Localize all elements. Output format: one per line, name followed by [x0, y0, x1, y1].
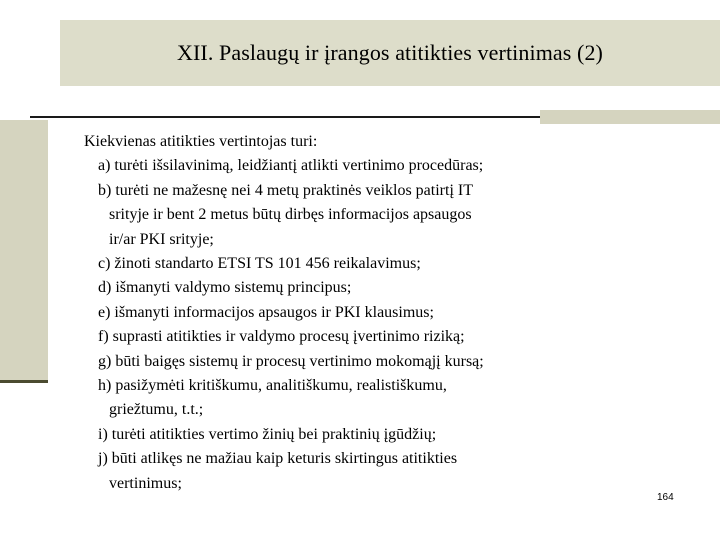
list-item: f) suprasti atitikties ir valdymo procesų įvertinimo riziką;	[98, 328, 465, 346]
page-number: 164	[657, 492, 674, 503]
list-item: j) būti atlikęs ne mažiau kaip keturis skirtingus atitikties	[98, 450, 458, 468]
requirements-list	[84, 154, 644, 496]
list-item-continuation: griežtumu, t.t.;	[109, 401, 204, 419]
left-accent-rule	[0, 380, 48, 383]
left-accent-block	[0, 120, 48, 382]
list-item-continuation: ir/ar PKI srityje;	[109, 230, 214, 248]
list-item: h) pasižymėti kritiškumu, analitiškumu, realistiškumu,	[98, 377, 447, 395]
slide-body	[84, 130, 644, 496]
list-item-continuation: srityje ir bent 2 metus būtų dirbęs informacijos apsaugos	[109, 206, 472, 224]
list-item: c) žinoti standarto ETSI TS 101 456 reikalavimus;	[98, 255, 421, 273]
slide-title: XII. Paslaugų ir įrangos atitikties vertinimas (2)	[177, 40, 603, 65]
list-item: d) išmanyti valdymo sistemų principus;	[98, 279, 352, 297]
list-item: b) turėti ne mažesnę nei 4 metų praktinės veiklos patirtį IT	[98, 181, 473, 199]
list-item: a) turėti išsilavinimą, leidžiantį atlikti vertinimo procedūras;	[98, 157, 484, 175]
list-item-continuation: vertinimus;	[109, 474, 182, 492]
body-intro: Kiekvienas atitikties vertintojas turi:	[84, 133, 318, 150]
list-item: g) būti baigęs sistemų ir procesų vertinimo mokomąjį kursą;	[98, 352, 484, 370]
rule-accent-block	[540, 110, 720, 124]
list-item: e) išmanyti informacijos apsaugos ir PKI klausimus;	[98, 303, 434, 321]
list-item: i) turėti atitikties vertimo žinių bei praktinių įgūdžių;	[98, 425, 437, 443]
